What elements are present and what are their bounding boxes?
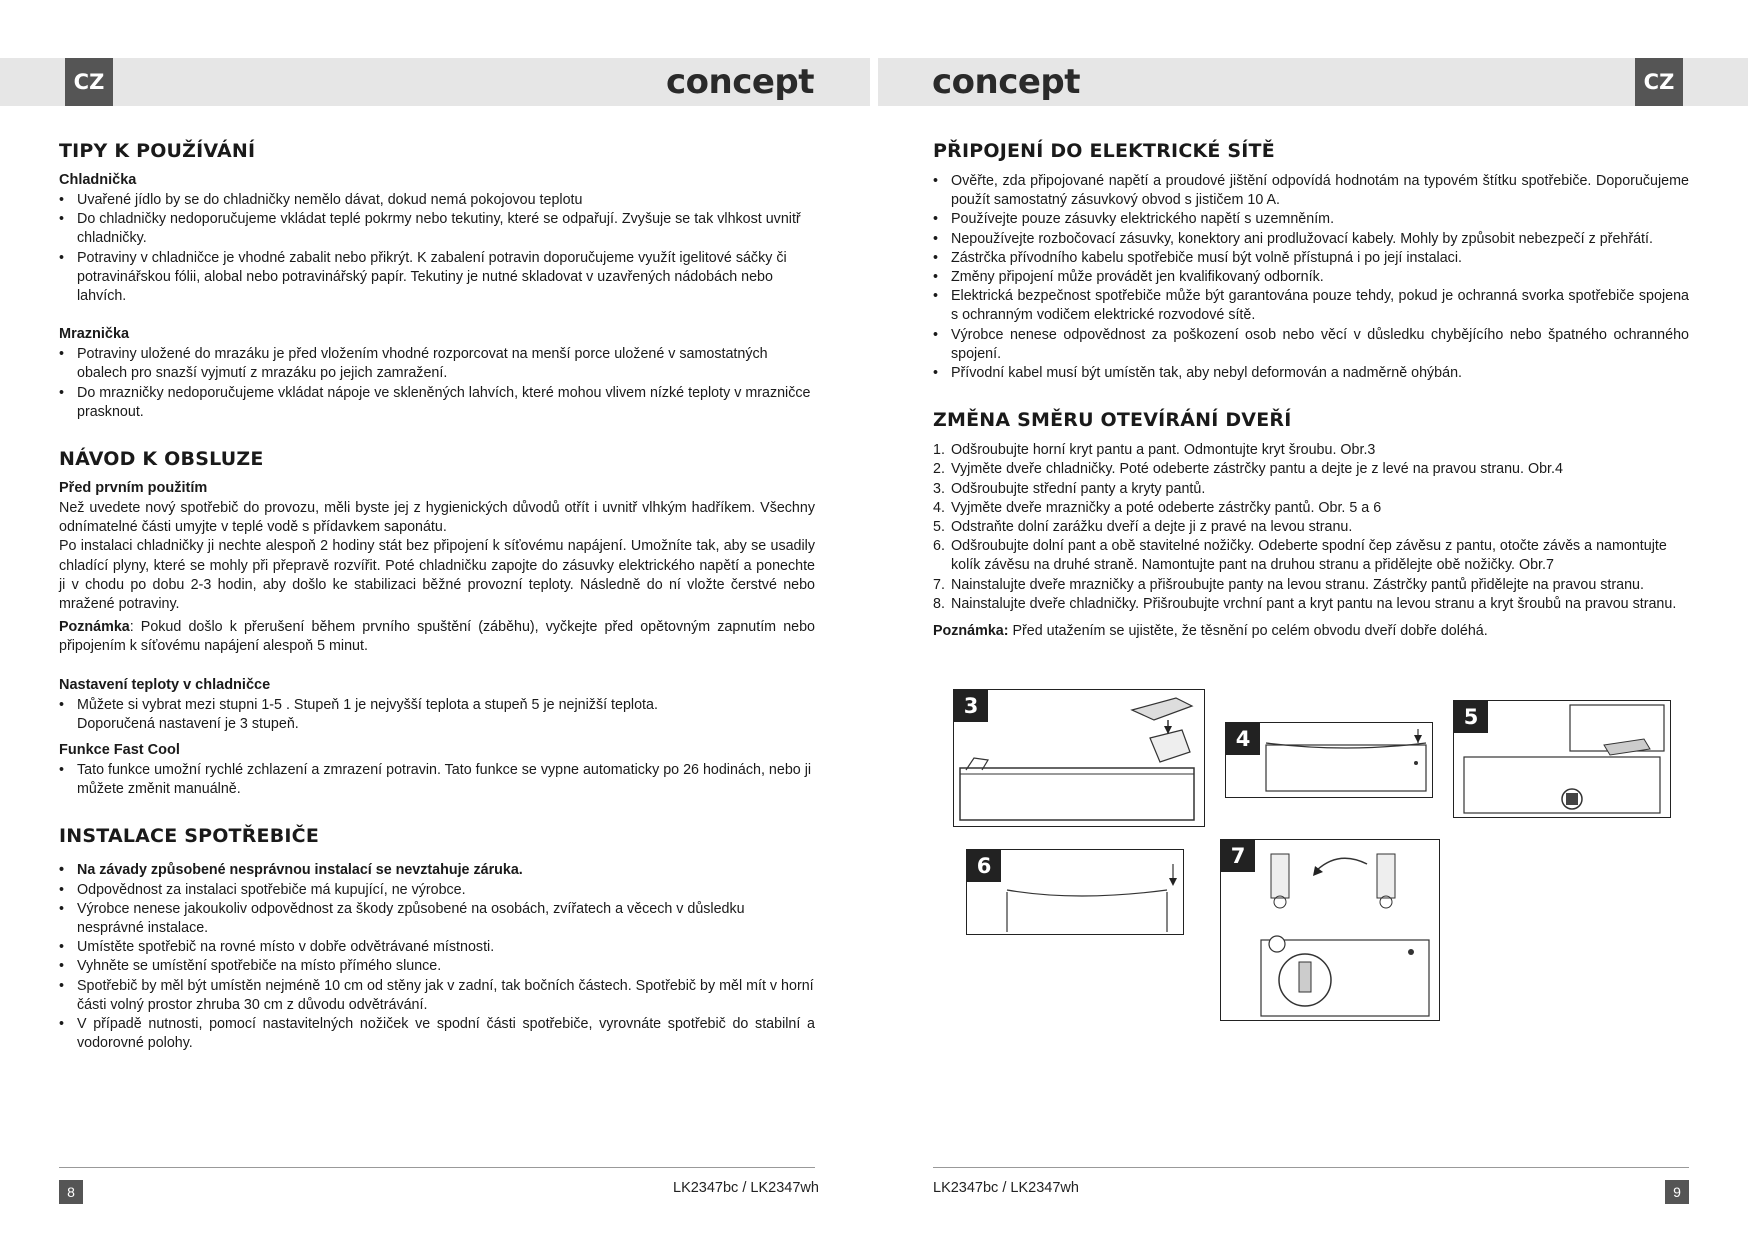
step-number: 2. xyxy=(933,461,945,478)
step-text: Nainstalujte dveře chladničky. Přišroubujte vrchní pant a kryt pantu na levou stranu a kryt šroubů na pravou stranu. xyxy=(951,595,1677,612)
fridge-tips-list xyxy=(59,191,815,306)
subtitle-freezer: Mraznička xyxy=(59,326,130,343)
footer-divider-left xyxy=(59,1167,815,1168)
note-text: Před utažením se ujistěte, že těsnění po celém obvodu dveří dobře doléhá. xyxy=(1008,623,1488,640)
brand-logo-left: concept xyxy=(666,62,815,102)
language-badge-left: CZ xyxy=(65,58,113,106)
step-number: 8. xyxy=(933,595,945,612)
list-item: • Změny připojení může provádět jen kvalifikovaný odborník. xyxy=(933,268,1689,287)
page-number-right: 9 xyxy=(1665,1180,1689,1204)
figure-number: 3 xyxy=(954,690,988,722)
list-item-warranty: • Na závady způsobené nesprávnou instalací se nevztahuje záruka. xyxy=(59,861,815,880)
step-item xyxy=(933,518,1689,537)
list-item: • Výrobce nenese jakoukoliv odpovědnost za škody způsobené na osobách, zvířatech a věcech v důsledku nesprávné instalace. xyxy=(59,900,815,938)
section-operation xyxy=(59,448,815,799)
paragraph-first-use-2: Po instalaci chladničky ji nechte alespoň 2 hodiny stát bez připojení k síťovému napájení. Umožníte tak, aby se usadily chladící plyny, které se mohly při přepravě rozvířit. Poté chladničku zapojte do zásuvky elektrického napětí a ponechte ji v chodu po dobu 2-3 hodin, aby došlo ke stabilizaci běžné provozní teploty. Následně do ní vložte čerstvé nebo mražené potraviny. xyxy=(59,538,815,613)
section-title-door-reversal: ZMĚNA SMĚRU OTEVÍRÁNÍ DVEŘÍ xyxy=(933,409,1292,432)
temperature-list xyxy=(59,696,815,734)
list-item: • Nepoužívejte rozbočovací zásuvky, konektory ani prodlužovací kabely. Mohly by způsobit nebezpečí z přehřátí. xyxy=(933,230,1689,249)
list-item: • Potraviny uložené do mrazáku je před vložením vhodné rozporcovat na menší porce uložené v samostatných obalech pro snazší vyjmutí z mrazáku po jejich zamražení. xyxy=(59,345,815,383)
figure-number: 6 xyxy=(967,850,1001,882)
freezer-tips-list xyxy=(59,345,815,422)
footer-divider-right xyxy=(933,1167,1689,1168)
figure-number: 7 xyxy=(1221,840,1255,872)
step-text: Vyjměte dveře mrazničky a poté odeberte zástrčky pantů. Obr. 5 a 6 xyxy=(951,499,1382,516)
section-tips xyxy=(59,140,815,422)
note-label: Poznámka: xyxy=(933,623,1009,640)
note-door xyxy=(933,622,1689,641)
installation-list xyxy=(59,861,815,1053)
section-title-tips: TIPY K POUŽÍVÁNÍ xyxy=(59,140,256,162)
figure-6 xyxy=(966,849,1184,935)
figure-5 xyxy=(1453,700,1671,818)
step-number: 4. xyxy=(933,499,945,516)
list-item: • Zástrčka přívodního kabelu spotřebiče musí být volně přístupná i po její instalaci. xyxy=(933,249,1689,268)
list-item: • Vyhněte se umístění spotřebiče na místo přímého slunce. xyxy=(59,957,815,976)
list-item: • Ověřte, zda připojované napětí a proudové jištění odpovídá hodnotám na typovém štítku spotřebiče. Doporučujeme použít samostatný zásuvkový obvod s jističem 10 A. xyxy=(933,172,1689,210)
step-text: Odšroubujte horní kryt pantu a pant. Odmontujte kryt šroubu. Obr.3 xyxy=(951,442,1376,459)
fast-cool-list xyxy=(59,761,815,799)
page-right xyxy=(933,140,1689,659)
page-number-left: 8 xyxy=(59,1180,83,1204)
list-item: • Do mrazničky nedoporučujeme vkládat nápoje ve skleněných lahvích, které mohou vlivem nízké teploty v mrazničce prasknout. xyxy=(59,384,815,422)
step-item xyxy=(933,537,1689,575)
list-item: • Do chladničky nedoporučujeme vkládat teplé pokrmy nebo tekutiny, které se odpařují. Zvyšuje se tak vlhkost uvnitř chladničky. xyxy=(59,210,815,248)
step-item xyxy=(933,595,1689,614)
list-item: • Přívodní kabel musí být umístěn tak, aby nebyl deformován a nadměrně ohýbán. xyxy=(933,364,1689,383)
section-title-operation: NÁVOD K OBSLUZE xyxy=(59,448,264,471)
figure-4 xyxy=(1225,722,1433,798)
section-electrical xyxy=(933,140,1689,383)
step-text: Nainstalujte dveře mrazničky a přišroubujte panty na levou stranu. Zástrčky pantů přidělejte na pravou stranu. xyxy=(951,576,1644,593)
list-item: • Potraviny v chladničce je vhodné zabalit nebo přikrýt. K zabalení potravin doporučujeme využít igelitové sáčky či potravinářskou fólii, alobal nebo potravinářský papír. Tekutiny je nutné skladovat v uzavřených nádobách nebo lahvích. xyxy=(59,249,815,307)
page-left xyxy=(59,140,815,1072)
figure-7 xyxy=(1220,839,1440,1021)
step-item xyxy=(933,499,1689,518)
subtitle-fast-cool: Funkce Fast Cool xyxy=(59,742,180,759)
section-door-reversal xyxy=(933,409,1689,641)
list-item: • V případě nutnosti, pomocí nastavitelných nožiček ve spodní části spotřebiče, vyrovnáte spotřebič do stabilní a vodorovné polohy. xyxy=(59,1015,815,1053)
subtitle-temperature: Nastavení teploty v chladničce xyxy=(59,676,271,693)
list-item: • Uvařené jídlo by se do chladničky nemělo dávat, dokud nemá pokojovou teplotu xyxy=(59,191,815,210)
model-label-right: LK2347bc / LK2347wh xyxy=(933,1180,1079,1196)
step-number: 6. xyxy=(933,538,945,555)
step-item xyxy=(933,576,1689,595)
model-label-left: LK2347bc / LK2347wh xyxy=(673,1180,819,1196)
step-number: 5. xyxy=(933,519,945,536)
list-item: • Spotřebič by měl být umístěn nejméně 10 cm od stěny jak v zadní, tak bočních částech. Spotřebič by měl mít v horní části volný prostor zhruba 30 cm z důvodu odvětrávání. xyxy=(59,977,815,1015)
list-item: • Odpovědnost za instalaci spotřebiče má kupující, ne výrobce. xyxy=(59,881,815,900)
temperature-line-1: Můžete si vybrat mezi stupni 1-5 . Stupeň 1 je nejvyšší teplota a stupeň 5 je nejnižší teplota. xyxy=(77,696,658,713)
step-item xyxy=(933,460,1689,479)
list-item: • Výrobce nenese odpovědnost za poškození osob nebo věcí v důsledku chybějícího nebo špatného ochranného spojení. xyxy=(933,326,1689,364)
step-text: Odšroubujte střední panty a kryty pantů. xyxy=(951,480,1206,497)
brand-logo-right: concept xyxy=(932,62,1081,102)
step-text: Vyjměte dveře chladničky. Poté odeberte zástrčky pantu a dejte je z levé na pravou stranu. Obr.4 xyxy=(951,461,1563,478)
figure-3 xyxy=(953,689,1205,827)
subtitle-before-first-use: Před prvním použitím xyxy=(59,480,208,497)
note-text: : Pokud došlo k přerušení během prvního spuštění (záběhu), vyčkejte před opětovným zapnutím nebo připojením k síťovému napájení alespoň 5 minut. xyxy=(59,619,815,655)
door-reversal-steps xyxy=(933,441,1689,614)
hinge-illustration xyxy=(954,690,1204,826)
temperature-line-2: Doporučená nastavení je 3 stupeň. xyxy=(77,715,299,732)
subtitle-fridge: Chladnička xyxy=(59,172,137,188)
section-installation xyxy=(59,825,815,1053)
step-number: 7. xyxy=(933,576,945,593)
step-number: 3. xyxy=(933,480,945,497)
list-item xyxy=(59,696,815,734)
paragraph-first-use-1: Než uvedete nový spotřebič do provozu, měli byste jej z hygienických důvodů otřít i uvnitř vlhkým hadříkem. Všechny odnímatelné části umyjte v teplé vodě s přídavkem saponátu. xyxy=(59,500,815,536)
section-title-installation: INSTALACE SPOTŘEBIČE xyxy=(59,825,319,848)
list-item: • Používejte pouze zásuvky elektrického napětí s uzemněním. xyxy=(933,210,1689,229)
step-item xyxy=(933,480,1689,499)
step-number: 1. xyxy=(933,442,945,459)
list-item: • Tato funkce umožní rychlé zchlazení a zmrazení potravin. Tato funkce se vypne automaticky po 26 hodinách, nebo ji můžete změnit manuálně. xyxy=(59,761,815,799)
list-item: • Umístěte spotřebič na rovné místo v dobře odvětrávané místnosti. xyxy=(59,938,815,957)
electrical-list xyxy=(933,172,1689,383)
figure-number: 4 xyxy=(1226,723,1260,755)
figure-number: 5 xyxy=(1454,701,1488,733)
language-badge-right: CZ xyxy=(1635,58,1683,106)
list-item: • Elektrická bezpečnost spotřebiče může být garantována pouze tehdy, pokud je ochranná svorka spotřebiče spojena s ochranným vodičem elektrické rozvodové sítě. xyxy=(933,287,1689,325)
note-label: Poznámka xyxy=(59,619,130,636)
step-text: Odšroubujte dolní pant a obě stavitelné nožičky. Odeberte spodní čep závěsu z pantu, otočte závěs a namontujte kolík závěsu na druhé straně. Namontujte pant na druhou stranu a přidělejte obě nožičky. Obr.7 xyxy=(951,538,1667,574)
note-first-use xyxy=(59,618,815,656)
section-title-electrical: PŘIPOJENÍ DO ELEKTRICKÉ SÍTĚ xyxy=(933,140,1275,162)
step-item xyxy=(933,441,1689,460)
step-text: Odstraňte dolní zarážku dveří a dejte ji z pravé na levou stranu. xyxy=(951,519,1353,536)
